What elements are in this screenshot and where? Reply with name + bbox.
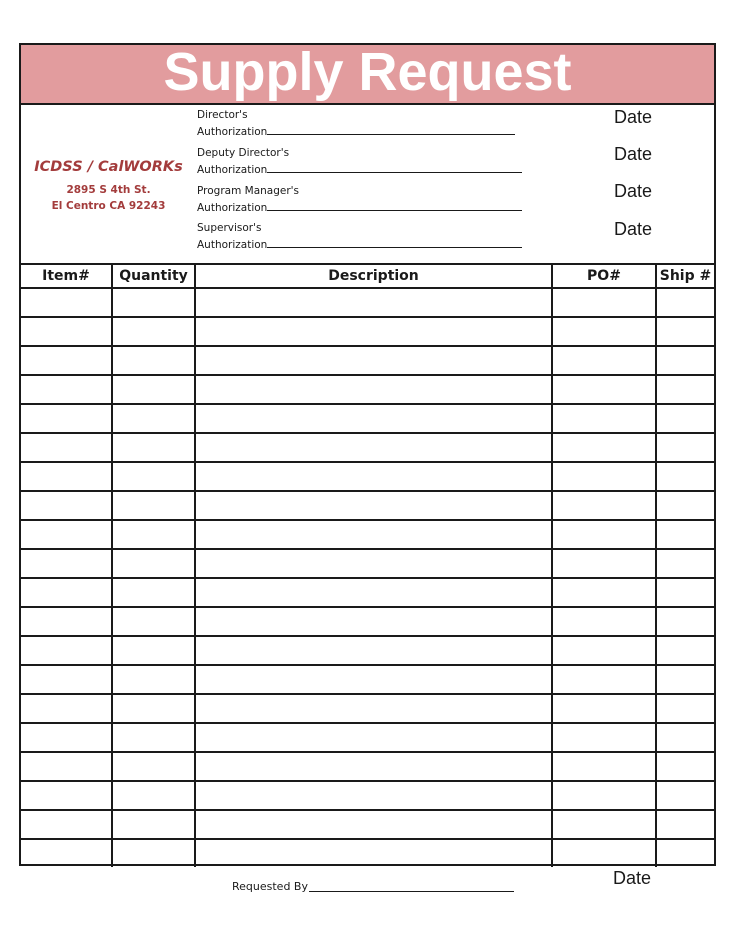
director-role: Director's: [197, 109, 248, 121]
deputy-director-role: Deputy Director's: [197, 147, 290, 159]
description-cell[interactable]: [195, 810, 552, 839]
description-cell[interactable]: [195, 839, 552, 867]
po-cell[interactable]: [552, 607, 656, 636]
table-row: [21, 317, 714, 346]
table-row: [21, 665, 714, 694]
table-row: [21, 781, 714, 810]
ship-cell[interactable]: [656, 549, 714, 578]
director-signature-line[interactable]: [267, 123, 515, 135]
form-header: [21, 105, 714, 265]
quantity-cell[interactable]: [112, 404, 195, 433]
description-cell[interactable]: [195, 317, 552, 346]
ship-cell[interactable]: [656, 346, 714, 375]
supply-table: [21, 263, 714, 866]
ship-cell[interactable]: [656, 462, 714, 491]
item-cell[interactable]: [21, 346, 112, 375]
ship-cell[interactable]: [656, 375, 714, 404]
item-cell[interactable]: [21, 404, 112, 433]
description-cell[interactable]: [195, 694, 552, 723]
supervisor-role: Supervisor's: [197, 222, 262, 234]
quantity-cell[interactable]: [112, 723, 195, 752]
ship-cell[interactable]: [656, 723, 714, 752]
po-cell[interactable]: [552, 723, 656, 752]
po-cell[interactable]: [552, 578, 656, 607]
supervisor-auth-label: Authorization: [197, 239, 268, 251]
table-row: [21, 607, 714, 636]
po-cell[interactable]: [552, 288, 656, 317]
quantity-cell[interactable]: [112, 839, 195, 867]
po-cell[interactable]: [552, 375, 656, 404]
description-cell[interactable]: [195, 665, 552, 694]
item-cell[interactable]: [21, 723, 112, 752]
item-cell[interactable]: [21, 839, 112, 867]
quantity-cell[interactable]: [112, 578, 195, 607]
quantity-cell[interactable]: [112, 549, 195, 578]
description-cell[interactable]: [195, 462, 552, 491]
quantity-cell[interactable]: [112, 520, 195, 549]
table-row: [21, 520, 714, 549]
org-address-line2: El Centro CA 92243: [51, 200, 166, 212]
requested-by-line[interactable]: [309, 891, 514, 892]
quantity-cell[interactable]: [112, 694, 195, 723]
item-cell[interactable]: [21, 636, 112, 665]
po-cell[interactable]: [552, 462, 656, 491]
ship-cell[interactable]: [656, 491, 714, 520]
column-header-item: Item#: [21, 265, 112, 288]
ship-cell[interactable]: [656, 433, 714, 462]
table-row: [21, 549, 714, 578]
column-header-quantity: Quantity: [112, 265, 195, 288]
table-row: [21, 346, 714, 375]
item-cell[interactable]: [21, 694, 112, 723]
table-row: [21, 462, 714, 491]
po-cell[interactable]: [552, 665, 656, 694]
table-row: [21, 810, 714, 839]
ship-cell[interactable]: [656, 694, 714, 723]
ship-cell[interactable]: [656, 404, 714, 433]
supervisor-authorization: [197, 221, 522, 253]
description-cell[interactable]: [195, 607, 552, 636]
description-cell[interactable]: [195, 375, 552, 404]
org-name: ICDSS / CalWORKs: [34, 159, 183, 175]
column-header-description: Description: [195, 265, 552, 288]
quantity-cell[interactable]: [112, 491, 195, 520]
ship-cell[interactable]: [656, 781, 714, 810]
table-header-row: [21, 265, 714, 288]
ship-cell[interactable]: [656, 636, 714, 665]
ship-cell[interactable]: [656, 607, 714, 636]
description-cell[interactable]: [195, 346, 552, 375]
item-cell[interactable]: [21, 375, 112, 404]
quantity-cell[interactable]: [112, 433, 195, 462]
supervisor-date-label: Date: [614, 219, 653, 239]
description-cell[interactable]: [195, 404, 552, 433]
org-address-line1: 2895 S 4th St.: [66, 184, 151, 196]
ship-cell[interactable]: [656, 810, 714, 839]
item-cell[interactable]: [21, 433, 112, 462]
item-cell[interactable]: [21, 520, 112, 549]
table-row: [21, 491, 714, 520]
po-cell[interactable]: [552, 491, 656, 520]
po-cell[interactable]: [552, 839, 656, 867]
description-cell[interactable]: [195, 752, 552, 781]
quantity-cell[interactable]: [112, 752, 195, 781]
po-cell[interactable]: [552, 781, 656, 810]
description-cell[interactable]: [195, 433, 552, 462]
item-cell[interactable]: [21, 752, 112, 781]
column-header-po: PO#: [552, 265, 656, 288]
deputy-director-auth-label: Authorization: [197, 164, 268, 176]
description-cell[interactable]: [195, 491, 552, 520]
quantity-cell[interactable]: [112, 607, 195, 636]
item-cell[interactable]: [21, 578, 112, 607]
ship-cell[interactable]: [656, 288, 714, 317]
quantity-cell[interactable]: [112, 665, 195, 694]
quantity-cell[interactable]: [112, 810, 195, 839]
description-cell[interactable]: [195, 520, 552, 549]
description-cell[interactable]: [195, 781, 552, 810]
item-cell[interactable]: [21, 317, 112, 346]
po-cell[interactable]: [552, 346, 656, 375]
requested-by-label: Requested By: [232, 880, 308, 893]
director-auth-label: Authorization: [197, 126, 268, 138]
table-row: [21, 723, 714, 752]
ship-cell[interactable]: [656, 665, 714, 694]
description-cell[interactable]: [195, 549, 552, 578]
program-manager-role: Program Manager's: [197, 185, 300, 197]
program-manager-signature-line[interactable]: [267, 199, 522, 211]
item-cell[interactable]: [21, 781, 112, 810]
quantity-cell[interactable]: [112, 375, 195, 404]
director-date-label: Date: [614, 107, 653, 127]
table-row: [21, 288, 714, 317]
table-row: [21, 404, 714, 433]
description-cell[interactable]: [195, 288, 552, 317]
table-row: [21, 433, 714, 462]
ship-cell[interactable]: [656, 317, 714, 346]
ship-cell[interactable]: [656, 520, 714, 549]
ship-cell[interactable]: [656, 578, 714, 607]
quantity-cell[interactable]: [112, 346, 195, 375]
table-row: [21, 636, 714, 665]
table-row: [21, 752, 714, 781]
po-cell[interactable]: [552, 694, 656, 723]
po-cell[interactable]: [552, 520, 656, 549]
program-manager-date-label: Date: [614, 181, 653, 201]
deputy-director-signature-line[interactable]: [267, 161, 522, 173]
description-cell[interactable]: [195, 723, 552, 752]
item-cell[interactable]: [21, 607, 112, 636]
director-authorization: [197, 108, 515, 140]
po-cell[interactable]: [552, 752, 656, 781]
table-row: [21, 694, 714, 723]
form-title: Supply Request: [21, 45, 714, 105]
description-cell[interactable]: [195, 578, 552, 607]
ship-cell[interactable]: [656, 752, 714, 781]
po-cell[interactable]: [552, 404, 656, 433]
quantity-cell[interactable]: [112, 317, 195, 346]
ship-cell[interactable]: [656, 839, 714, 867]
column-header-ship: Ship #: [656, 265, 714, 288]
supply-request-form: [19, 43, 716, 866]
po-cell[interactable]: [552, 549, 656, 578]
table-row: [21, 375, 714, 404]
supervisor-signature-line[interactable]: [267, 236, 522, 248]
item-cell[interactable]: [21, 665, 112, 694]
deputy-director-date-label: Date: [614, 144, 653, 164]
quantity-cell[interactable]: [112, 781, 195, 810]
po-cell[interactable]: [552, 317, 656, 346]
program-manager-auth-label: Authorization: [197, 202, 268, 214]
po-cell[interactable]: [552, 636, 656, 665]
quantity-cell[interactable]: [112, 288, 195, 317]
table-row: [21, 578, 714, 607]
quantity-cell[interactable]: [112, 462, 195, 491]
footer-date-label: Date: [613, 868, 652, 888]
item-cell[interactable]: [21, 288, 112, 317]
item-cell[interactable]: [21, 810, 112, 839]
program-manager-authorization: [197, 184, 522, 216]
quantity-cell[interactable]: [112, 636, 195, 665]
item-cell[interactable]: [21, 549, 112, 578]
table-row: [21, 839, 714, 867]
po-cell[interactable]: [552, 810, 656, 839]
po-cell[interactable]: [552, 433, 656, 462]
item-cell[interactable]: [21, 462, 112, 491]
deputy-director-authorization: [197, 146, 522, 178]
item-cell[interactable]: [21, 491, 112, 520]
description-cell[interactable]: [195, 636, 552, 665]
